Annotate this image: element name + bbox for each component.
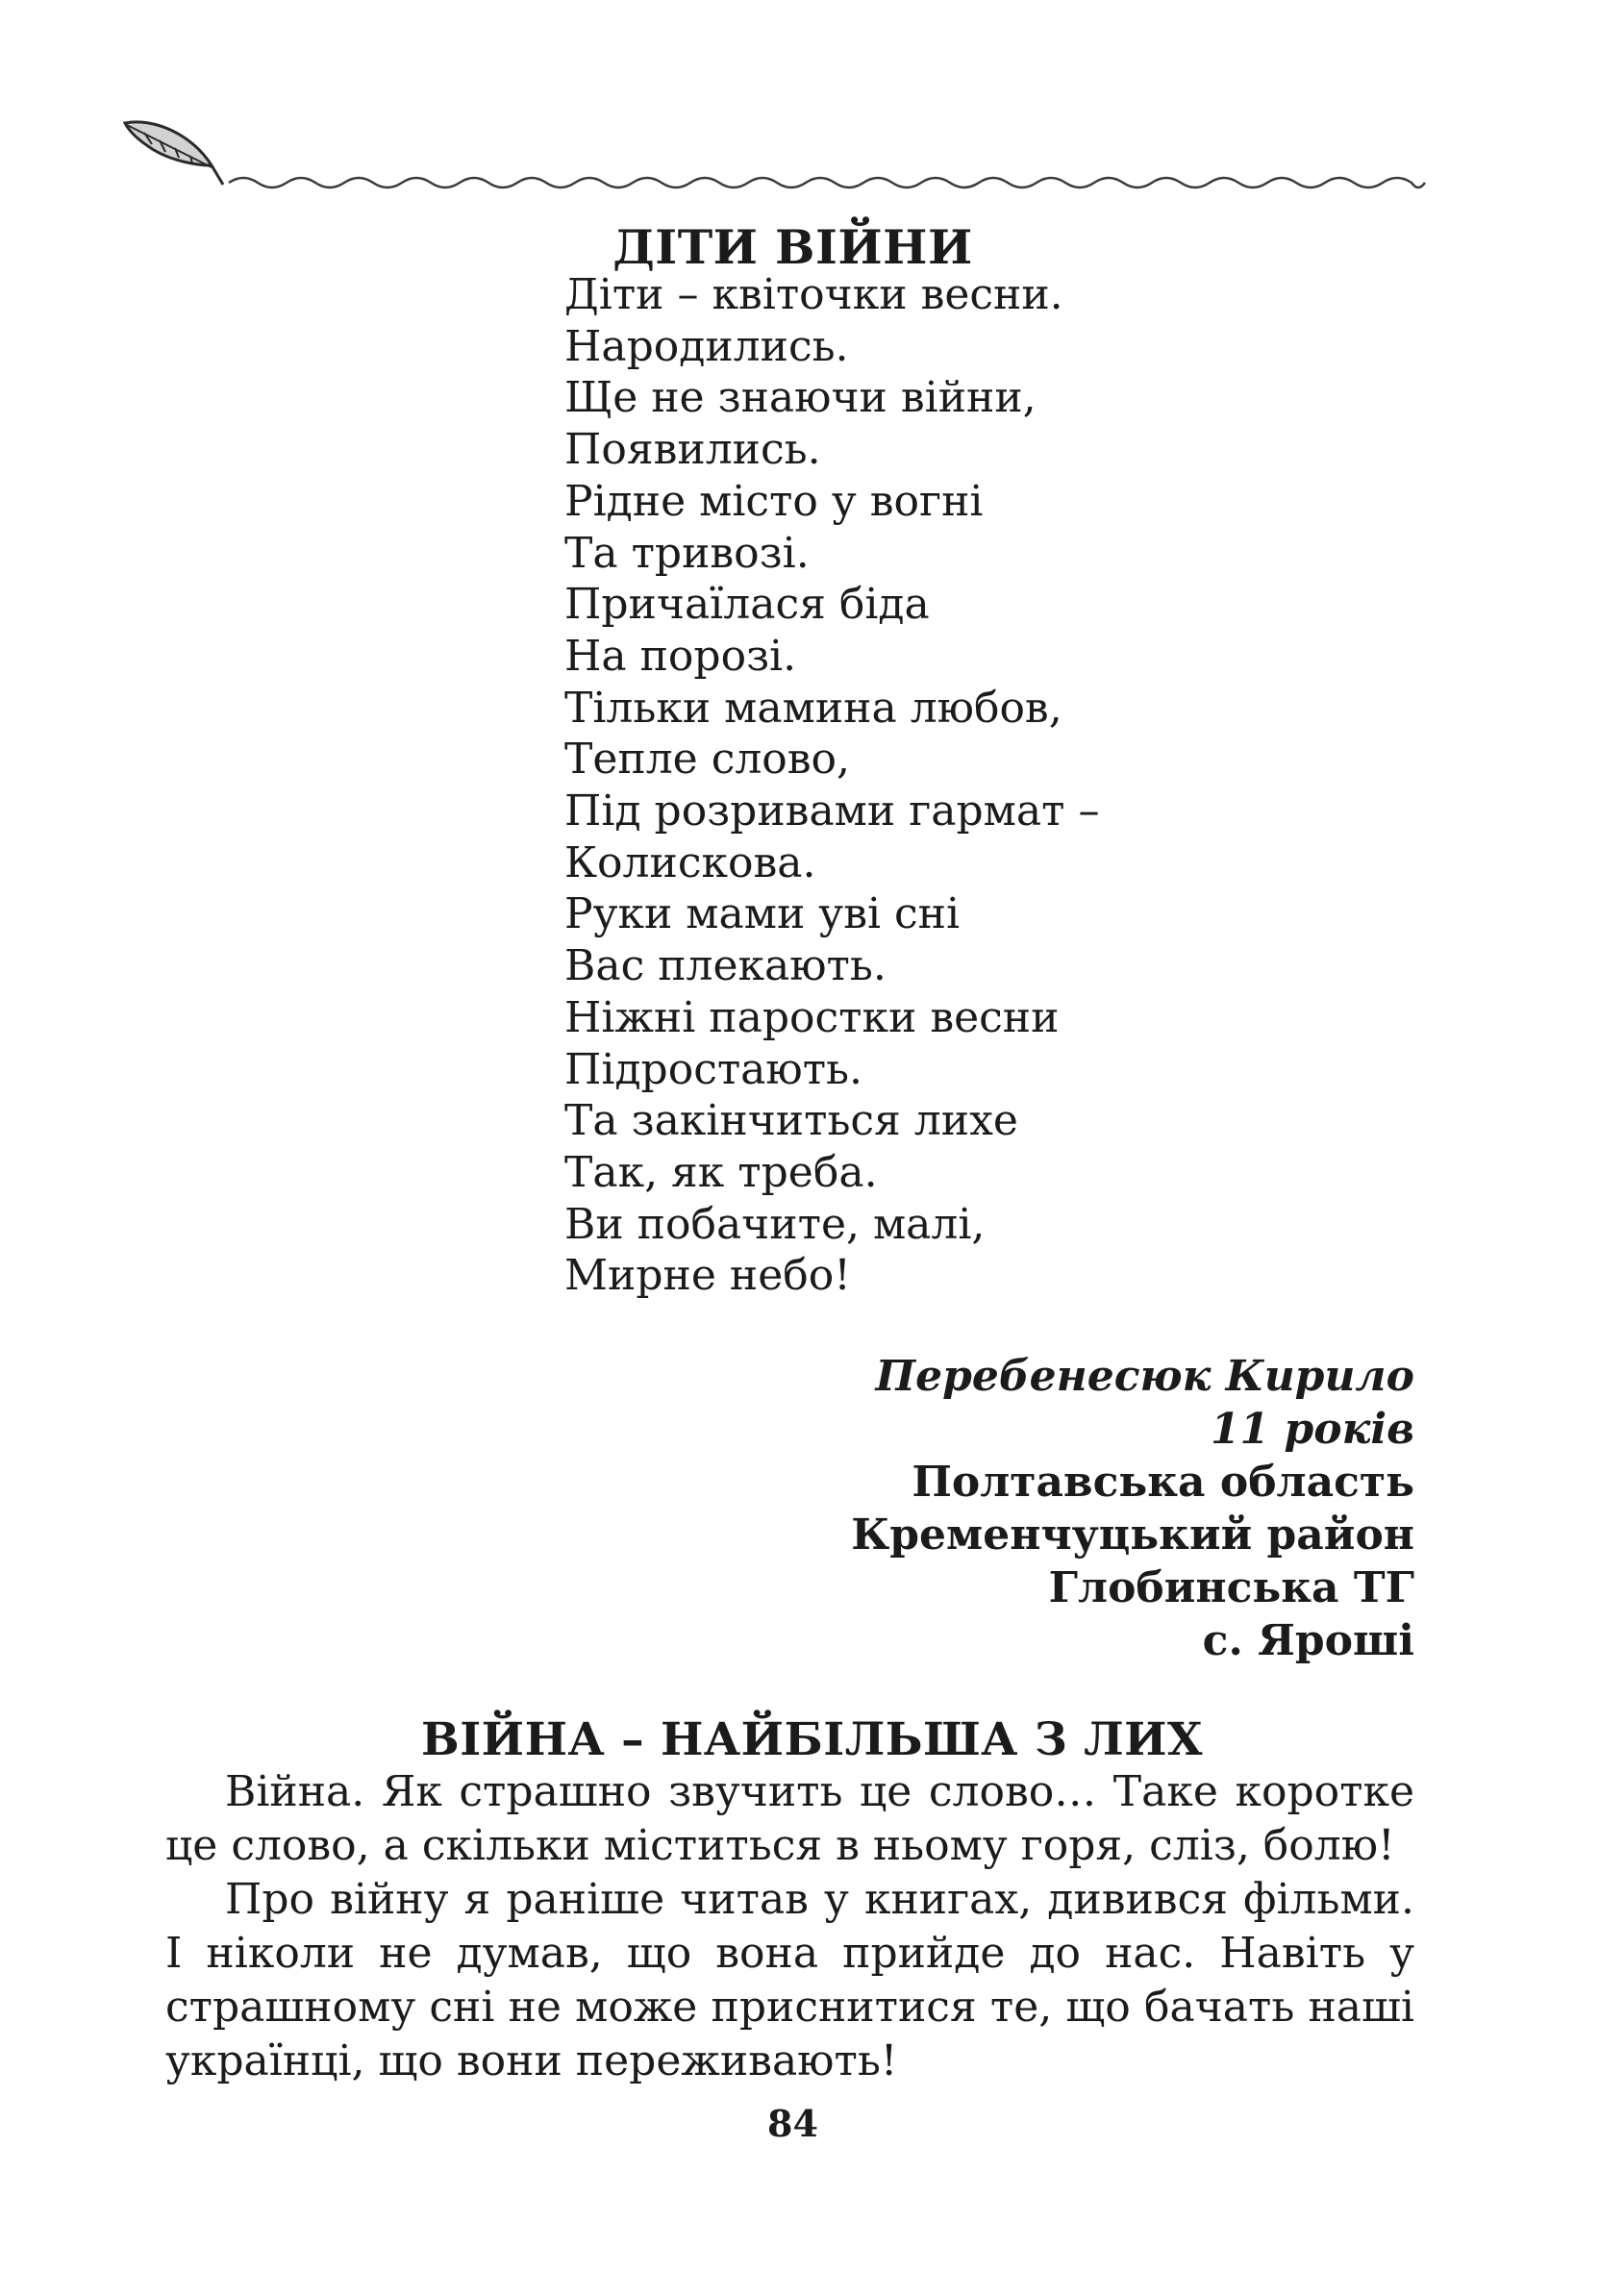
poem-line: Колискова. [564, 837, 816, 887]
poem-line: Ще не знаючи війни, [564, 373, 1037, 423]
poem-line: Та закінчиться лихе [564, 1096, 1018, 1146]
poem-line: Появились. [564, 425, 821, 475]
author-hromada: Глобинська ТГ [1048, 1563, 1414, 1612]
author-name: Перебенесюк Кирило [875, 1352, 1414, 1401]
author-block [851, 1350, 1414, 1667]
author-oblast: Полтавська область [912, 1458, 1414, 1507]
wavy-line [229, 178, 1425, 187]
page-number: 84 [767, 2102, 818, 2145]
poem-line: Та тривозі. [564, 528, 810, 578]
poem-line: Ніжні паростки весни [564, 992, 1060, 1042]
poem-line: Тепле слово, [564, 735, 851, 785]
essay-paragraph: Війна. Як страшно звучить це слово… Таке коротке це слово, а скільки міститься в ньому горя, сліз, болю! [165, 1767, 1414, 1870]
header-ornament [115, 106, 1433, 202]
poem-line: Руки мами уві сні [564, 889, 961, 939]
essay-title: ВІЙНА – НАЙБІЛЬША З ЛИХ [420, 1713, 1204, 1766]
author-raion: Кременчуцький район [851, 1511, 1414, 1560]
poem-line: Рідне місто у вогні [564, 476, 984, 526]
poem-line: Так, як треба. [564, 1147, 878, 1197]
essay-body [165, 1765, 1414, 2088]
poem-line: Тільки мамина любов, [564, 683, 1062, 733]
poem-line: Причаїлася біда [564, 580, 930, 630]
poem-line: Ви побачите, малі, [564, 1199, 986, 1249]
poem-line: Вас плекають. [564, 941, 887, 991]
essay-paragraph: Про війну я раніше читав у книгах, дивився фільми. І ніколи не думав, що вона прийде до нас. Навіть у страшному сні не може приснитися те, що бачать наші українці, що вони переживають! [165, 1875, 1414, 2085]
poem-line: На порозі. [564, 631, 797, 681]
poem-line: Діти – квіточки весни. [564, 270, 1063, 319]
author-age: 11 років [1210, 1405, 1414, 1454]
poem-body [564, 269, 1099, 1302]
poem-line: Народились. [564, 321, 849, 371]
author-village: с. Яроші [1202, 1616, 1414, 1665]
poem-title: ДІТИ ВІЙНИ [612, 219, 973, 275]
poem-line: Підростають. [564, 1044, 862, 1094]
poem-line: Під розривами гармат – [564, 786, 1100, 836]
poem-line: Мирне небо! [564, 1251, 851, 1301]
feather-icon [125, 122, 223, 185]
